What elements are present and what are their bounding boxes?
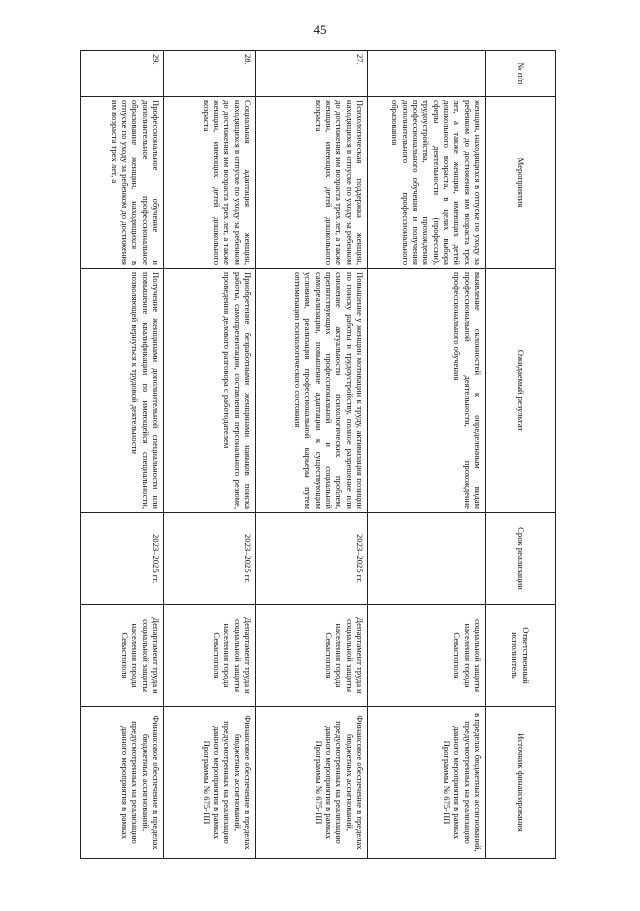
page-number: 45 [313,22,327,37]
header-executor: Ответственный исполнитель [486,605,556,707]
row-result: Повышение у женщин мотивации к труду, активизация позиции по поиску работы и трудоустройству, полное разрешение или снижение актуальности психологических проблем, препятствующих профессиональной и социальной самореализации, повышение адаптации к существующим условиям, реализация профессиональной карьеры путем оптимизации психологического состояния [256,269,368,513]
row-num: 28. [164,51,256,97]
row-finance: Финансовое обеспечение в пределах бюджетных ассигнований, предусмотренных на реализацию данного мероприятия в рамках Программы № 675-ПП [164,707,256,859]
row-num: 29. [81,51,164,97]
measures-table [80,50,556,859]
row-executor: Департамент труда и социальной защиты населения города Севастополя [81,605,164,707]
table-row [256,51,368,859]
row-event: Профессиональное обучение и дополнительное профессиональное образование женщин, находящихся в отпуске по уходу за ребенком до достижения им возраста трех лет, а [81,97,164,269]
rotated-table-container [81,50,556,858]
row-num [368,51,486,97]
header-result: Ожидаемый результат [486,269,556,513]
row-executor: Департамент труда и социальной защиты населения города Севастополя [256,605,368,707]
row-num: 27. [256,51,368,97]
header-finance: Источник финансирования [486,707,556,859]
row-result: Получение женщинами дополнительной специальности или повышение квалификации по имеющейся специальности, позволяющей вернуться к трудовой деятельности [81,269,164,513]
row-term: 2023–2025 гг. [164,513,256,605]
table-row [81,51,164,859]
row-term: 2023–2025 гг. [256,513,368,605]
row-result: Приобретение безработными женщинами навыков поиска работы, самопрезентации, составления персонального резюме, проведения делового разговора с работодателем [164,269,256,513]
table-header-row [486,51,556,859]
row-finance: в пределах бюджетных ассигнований, предусмотренных на реализацию данного мероприятия в рамках Программы № 675-ПП [368,707,486,859]
header-num: № п/п [486,51,556,97]
row-term [368,513,486,605]
row-event: женщин, находящихся в отпуске по уходу за ребенком до достижения им возраста трех лет, а также женщин, имеющих детей дошкольного возраста, в целях выбора сферы деятельности (профессии), трудоустройства, прохождения профессионального обучения и получения дополнительного профессионального образования [368,97,486,269]
row-executor: Департамент труда и социальной защиты населения города Севастополя [164,605,256,707]
row-term: 2023–2025 гг. [81,513,164,605]
table-row [164,51,256,859]
row-finance: Финансовое обеспечение в пределах бюджетных ассигнований, предусмотренных на реализацию данного мероприятия в рамках [81,707,164,859]
row-event: Психологическая поддержка женщин, находящихся в отпуске по уходу за ребенком до достижения им возраста трех лет, а также женщин, имеющих детей дошкольного возраста [256,97,368,269]
header-term: Срок реализации [486,513,556,605]
table-row [368,51,486,859]
row-result: выявление склонностей к определенным видам профессиональной деятельности, прохождение профессионального обучения [368,269,486,513]
row-event: Социальная адаптация женщин, находящихся в отпуске по уходу за ребенком до достижения им возраста трех лет, а также женщин, имеющих детей дошкольного возраста [164,97,256,269]
row-finance: Финансовое обеспечение в пределах бюджетных ассигнований, предусмотренных на реализацию данного мероприятия в рамках Программы № 675-ПП [256,707,368,859]
row-executor: социальной защиты населения города Севастополя [368,605,486,707]
header-event: Мероприятия [486,97,556,269]
